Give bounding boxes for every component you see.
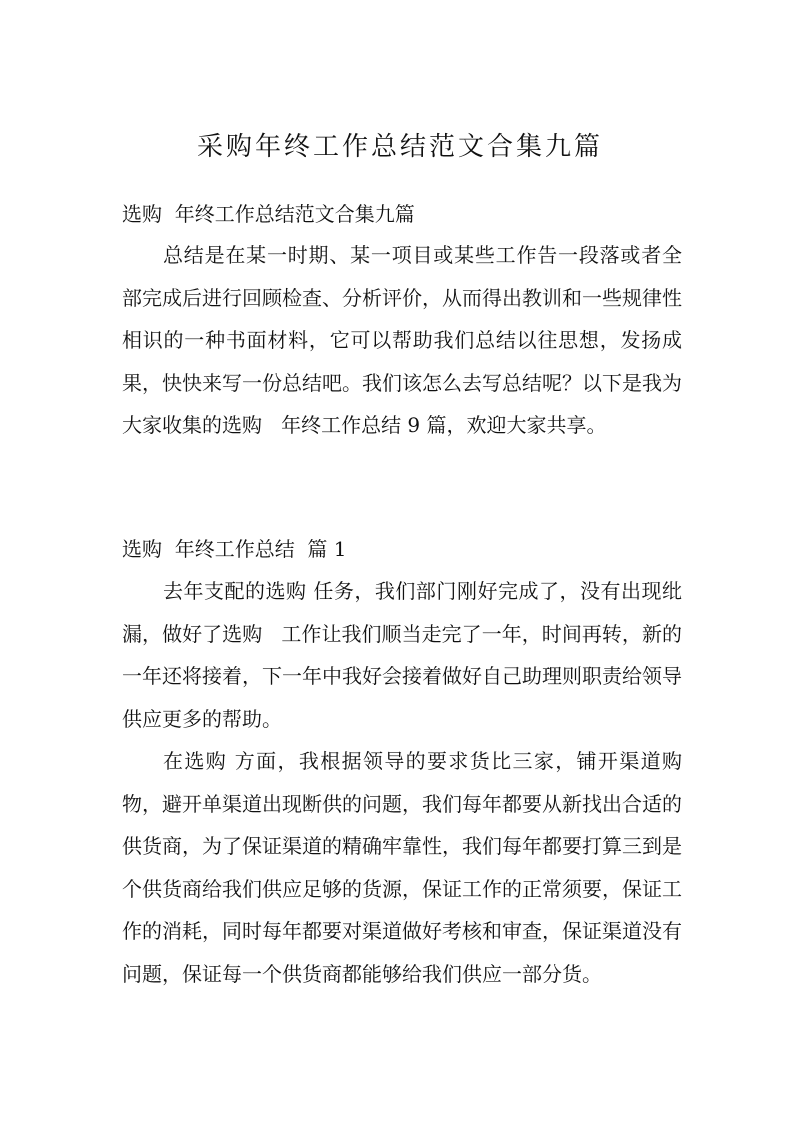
document-title: 采购年终工作总结范文合集九篇 xyxy=(196,132,603,162)
section-1-paragraph-2: 在选购 方面，我根据领导的要求货比三家，铺开渠道购物，避开单渠道出现断供的问题，我们每年都要从新找出合适的供货商，为了保证渠道的精确牢靠性，我们每年都要打算三到是个供货商给我们供应足够的货源，保证工作的正常须要，保证工作的消耗，同时每年都要对渠道做好考核和审查，保证渠道没有问题，保证每一个供货商都能够给我们供应一部分货。 xyxy=(122,749,682,986)
intro-heading: 选购 年终工作总结范文合集九篇 xyxy=(122,202,415,226)
section-1-heading: 选购 年终工作总结 篇 1 xyxy=(122,537,347,561)
intro-paragraph: 总结是在某一时期、某一项目或某些工作告一段落或者全部完成后进行回顾检查、分析评价，从而得出教训和一些规律性相识的一种书面材料，它可以帮助我们总结以往思想，发扬成果，快快来写一份总结吧。我们该怎么去写总结呢？以下是我为大家收集的选购 年终工作总结 9 篇，欢迎大家共享。 xyxy=(122,243,682,437)
section-1-paragraph-1: 去年支配的选购 任务，我们部门刚好完成了，没有出现纰漏，做好了选购 工作让我们顺当走完了一年，时间再转，新的一年还将接着，下一年中我好会接着做好自己助理则职责给领导供应更多的帮助。 xyxy=(122,579,682,731)
